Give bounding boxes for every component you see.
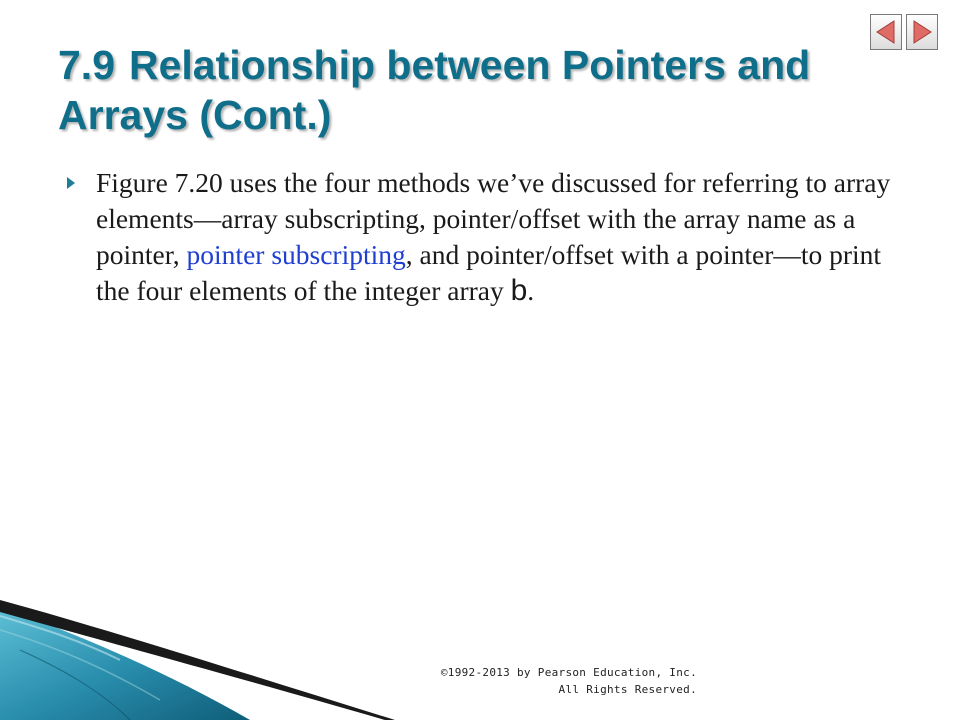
bullet-list: [67, 165, 897, 309]
triangle-bullet-icon: [67, 177, 75, 189]
bullet-text-part-2: , and pointer/offset with a pointer—to print the four elements of the integer array: [96, 239, 882, 306]
copyright-line-2: All Rights Reserved.: [558, 683, 697, 696]
slide-navigation: [870, 14, 938, 50]
title-line-2: Arrays (Cont.): [58, 92, 332, 138]
bullet-item: [96, 165, 897, 309]
next-arrow-icon: [910, 19, 934, 45]
bullet-text-part-1: Figure 7.20 uses the four methods we’ve discussed for referring to array elements—array subscripting, pointer/offset with the array name as a pointer,: [96, 167, 891, 270]
copyright-notice: [410, 664, 697, 698]
copyright-line-1: ©1992-2013 by Pearson Education, Inc.: [440, 666, 697, 679]
array-name-code: b: [510, 274, 528, 307]
title-line-1: Relationship between Pointers and: [129, 42, 811, 88]
next-slide-button[interactable]: [906, 14, 938, 50]
pointer-subscripting-link[interactable]: pointer subscripting: [186, 239, 406, 270]
slide-title: [58, 40, 878, 140]
section-number: 7.9: [58, 42, 115, 88]
bullet-text-end: .: [527, 275, 535, 306]
